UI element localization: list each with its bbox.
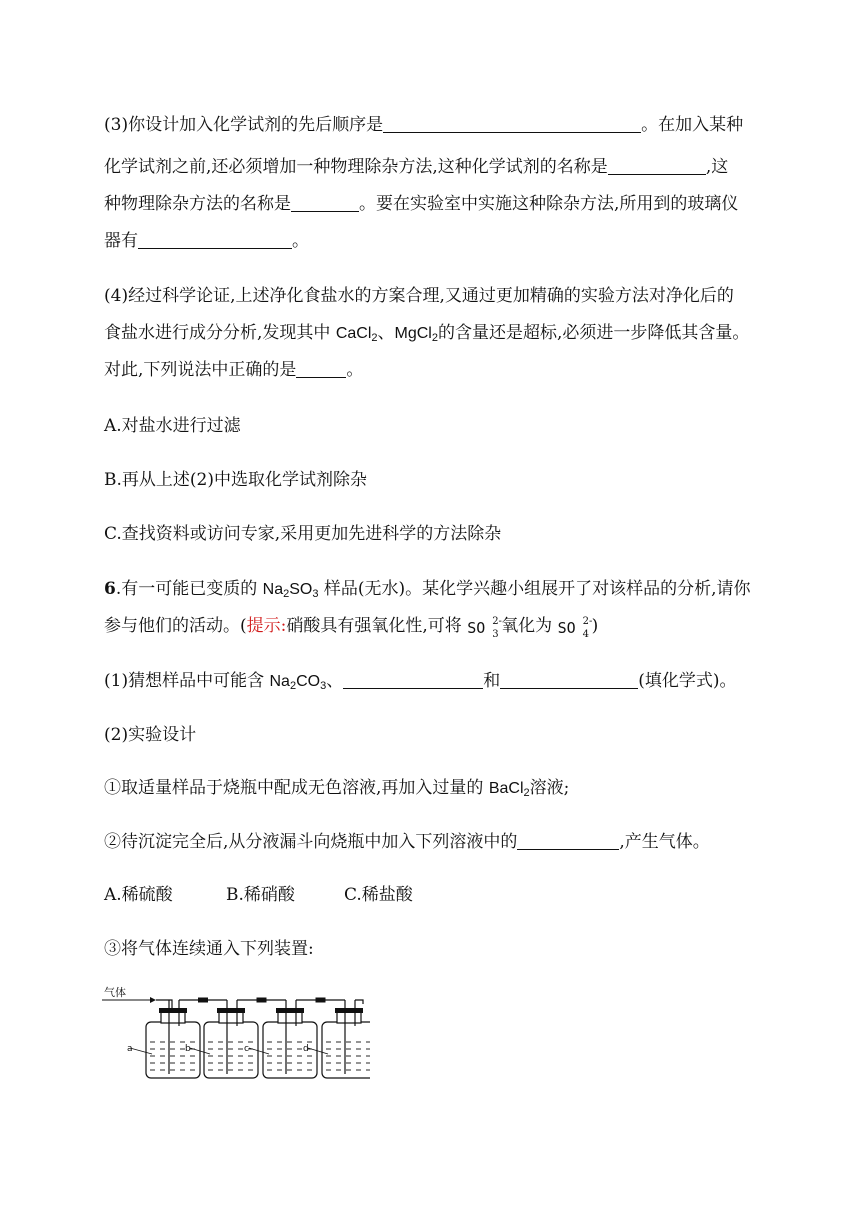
stopper-c [278, 1012, 302, 1023]
q6-line-1 [104, 578, 751, 601]
label-b: b [185, 1044, 191, 1054]
q6-text: 氧化为 [501, 616, 558, 636]
q3-text: (3)你设计加入化学试剂的先后顺序是 [104, 115, 384, 135]
q6-part-1 [104, 670, 736, 693]
answer-blank[interactable] [296, 361, 346, 378]
q3-line-1 [104, 114, 743, 136]
answer-blank[interactable] [608, 158, 706, 175]
q6-option-c[interactable]: C.稀盐酸 [344, 885, 413, 905]
separator: 、 [326, 671, 344, 691]
formula-cacl2: CaCl$_2$ [335, 325, 378, 344]
hint-label: 提示: [246, 616, 287, 636]
answer-blank[interactable] [291, 195, 359, 212]
q4-option-c[interactable]: C.查找资料或访问专家,采用更加先进科学的方法除杂 [104, 524, 502, 544]
gas-label: 气体 [104, 986, 126, 999]
q3-text: 化学试剂之前,还必须增加一种物理除杂方法,这种化学试剂的名称是 [104, 157, 608, 177]
ion-sulfate: SO 2- 4 [557, 616, 593, 640]
rubber-joint [257, 998, 267, 1003]
answer-blank[interactable] [383, 116, 641, 133]
q3-line-2 [104, 156, 728, 178]
q3-text: ,这 [705, 157, 729, 177]
stopper-cap-a [159, 1008, 187, 1013]
q6-option-b[interactable]: B.稀硝酸 [226, 885, 295, 905]
stopper-d [337, 1012, 361, 1023]
q4-text: 食盐水进行成分分析,发现其中 [104, 323, 336, 343]
q3-line-4 [104, 230, 309, 252]
q3-text: 。 [292, 231, 309, 251]
outlet-pipe [355, 1000, 363, 1004]
answer-blank[interactable] [343, 672, 483, 689]
q3-text: 种物理除杂方法的名称是 [104, 194, 291, 214]
q4-text: 对此,下列说法中正确的是 [104, 360, 297, 380]
formula-bacl2: BaCl$_2$ [488, 780, 530, 799]
label-c: c [244, 1044, 249, 1054]
rubber-joint [316, 998, 326, 1003]
stopper-b [219, 1012, 243, 1023]
stopper-cap-d [335, 1008, 363, 1013]
question-number: 6 [104, 579, 116, 599]
stopper-a [161, 1012, 185, 1023]
stopper-cap-c [276, 1008, 304, 1013]
q6-text: 和 [483, 671, 501, 691]
formula-mgcl2: MgCl$_2$ [394, 325, 438, 344]
q6-text: ②待沉淀完全后,从分液漏斗向烧瓶中加入下列溶液中的 [104, 832, 518, 852]
answer-blank[interactable] [517, 833, 619, 850]
q3-text: 。在加入某种 [641, 115, 744, 135]
rubber-joint [198, 998, 208, 1003]
q6-text: ,产生气体。 [619, 832, 710, 852]
ion-sulfite: SO 2- 3 [467, 616, 502, 640]
q3-text: 。要在实验室中实施这种除杂方法,所用到的玻璃仪 [359, 194, 739, 214]
q6-text: 参与他们的活动。( [104, 616, 247, 636]
q6-text: 溶液; [529, 778, 570, 798]
formula-na2so3: $Na_2SO_3$ [262, 581, 319, 600]
q6-text: 样品(无水)。某化学兴趣小组展开了对该样品的分析,请你 [318, 579, 751, 599]
q3-line-3 [104, 193, 738, 215]
q6-step-3: ③将气体连续通入下列装置: [104, 939, 314, 959]
q4-line-3 [104, 359, 363, 381]
q4-option-b[interactable]: B.再从上述(2)中选取化学试剂除杂 [104, 470, 367, 490]
q6-text: 硝酸具有强氧化性,可将 [286, 616, 468, 636]
label-d: d [303, 1044, 309, 1054]
formula-na2co3: $Na_2CO_3$ [269, 673, 327, 692]
q6-option-a[interactable]: A.稀硫酸 [104, 885, 173, 905]
q4-text: 。 [346, 360, 364, 380]
q6-text: (1)猜想样品中可能含 [104, 671, 270, 691]
q6-step-1 [104, 777, 569, 800]
q6-text: (填化学式)。 [638, 671, 737, 691]
q6-step-2 [104, 831, 710, 853]
q6-part-2: (2)实验设计 [104, 725, 197, 745]
q6-line-2 [104, 615, 599, 640]
answer-blank[interactable] [500, 672, 638, 689]
answer-blank[interactable] [138, 232, 292, 249]
apparatus-diagram [98, 982, 370, 1084]
q6-options [104, 884, 413, 906]
separator: 、 [377, 323, 395, 343]
q4-line-2 [104, 322, 749, 345]
q4-option-a[interactable]: A.对盐水进行过滤 [104, 416, 241, 436]
label-a: a [127, 1044, 133, 1054]
q6-text: .有一可能已变质的 [115, 579, 263, 599]
q4-line-1: (4)经过科学论证,上述净化食盐水的方案合理,又通过更加精确的实验方法对净化后的 [104, 286, 734, 306]
q4-text: 的含量还是超标,必须进一步降低其含量。 [437, 323, 750, 343]
q6-text: ①取适量样品于烧瓶中配成无色溶液,再加入过量的 [104, 778, 489, 798]
q3-text: 器有 [104, 231, 138, 251]
q6-text: ) [591, 616, 599, 636]
stopper-cap-b [217, 1008, 245, 1013]
